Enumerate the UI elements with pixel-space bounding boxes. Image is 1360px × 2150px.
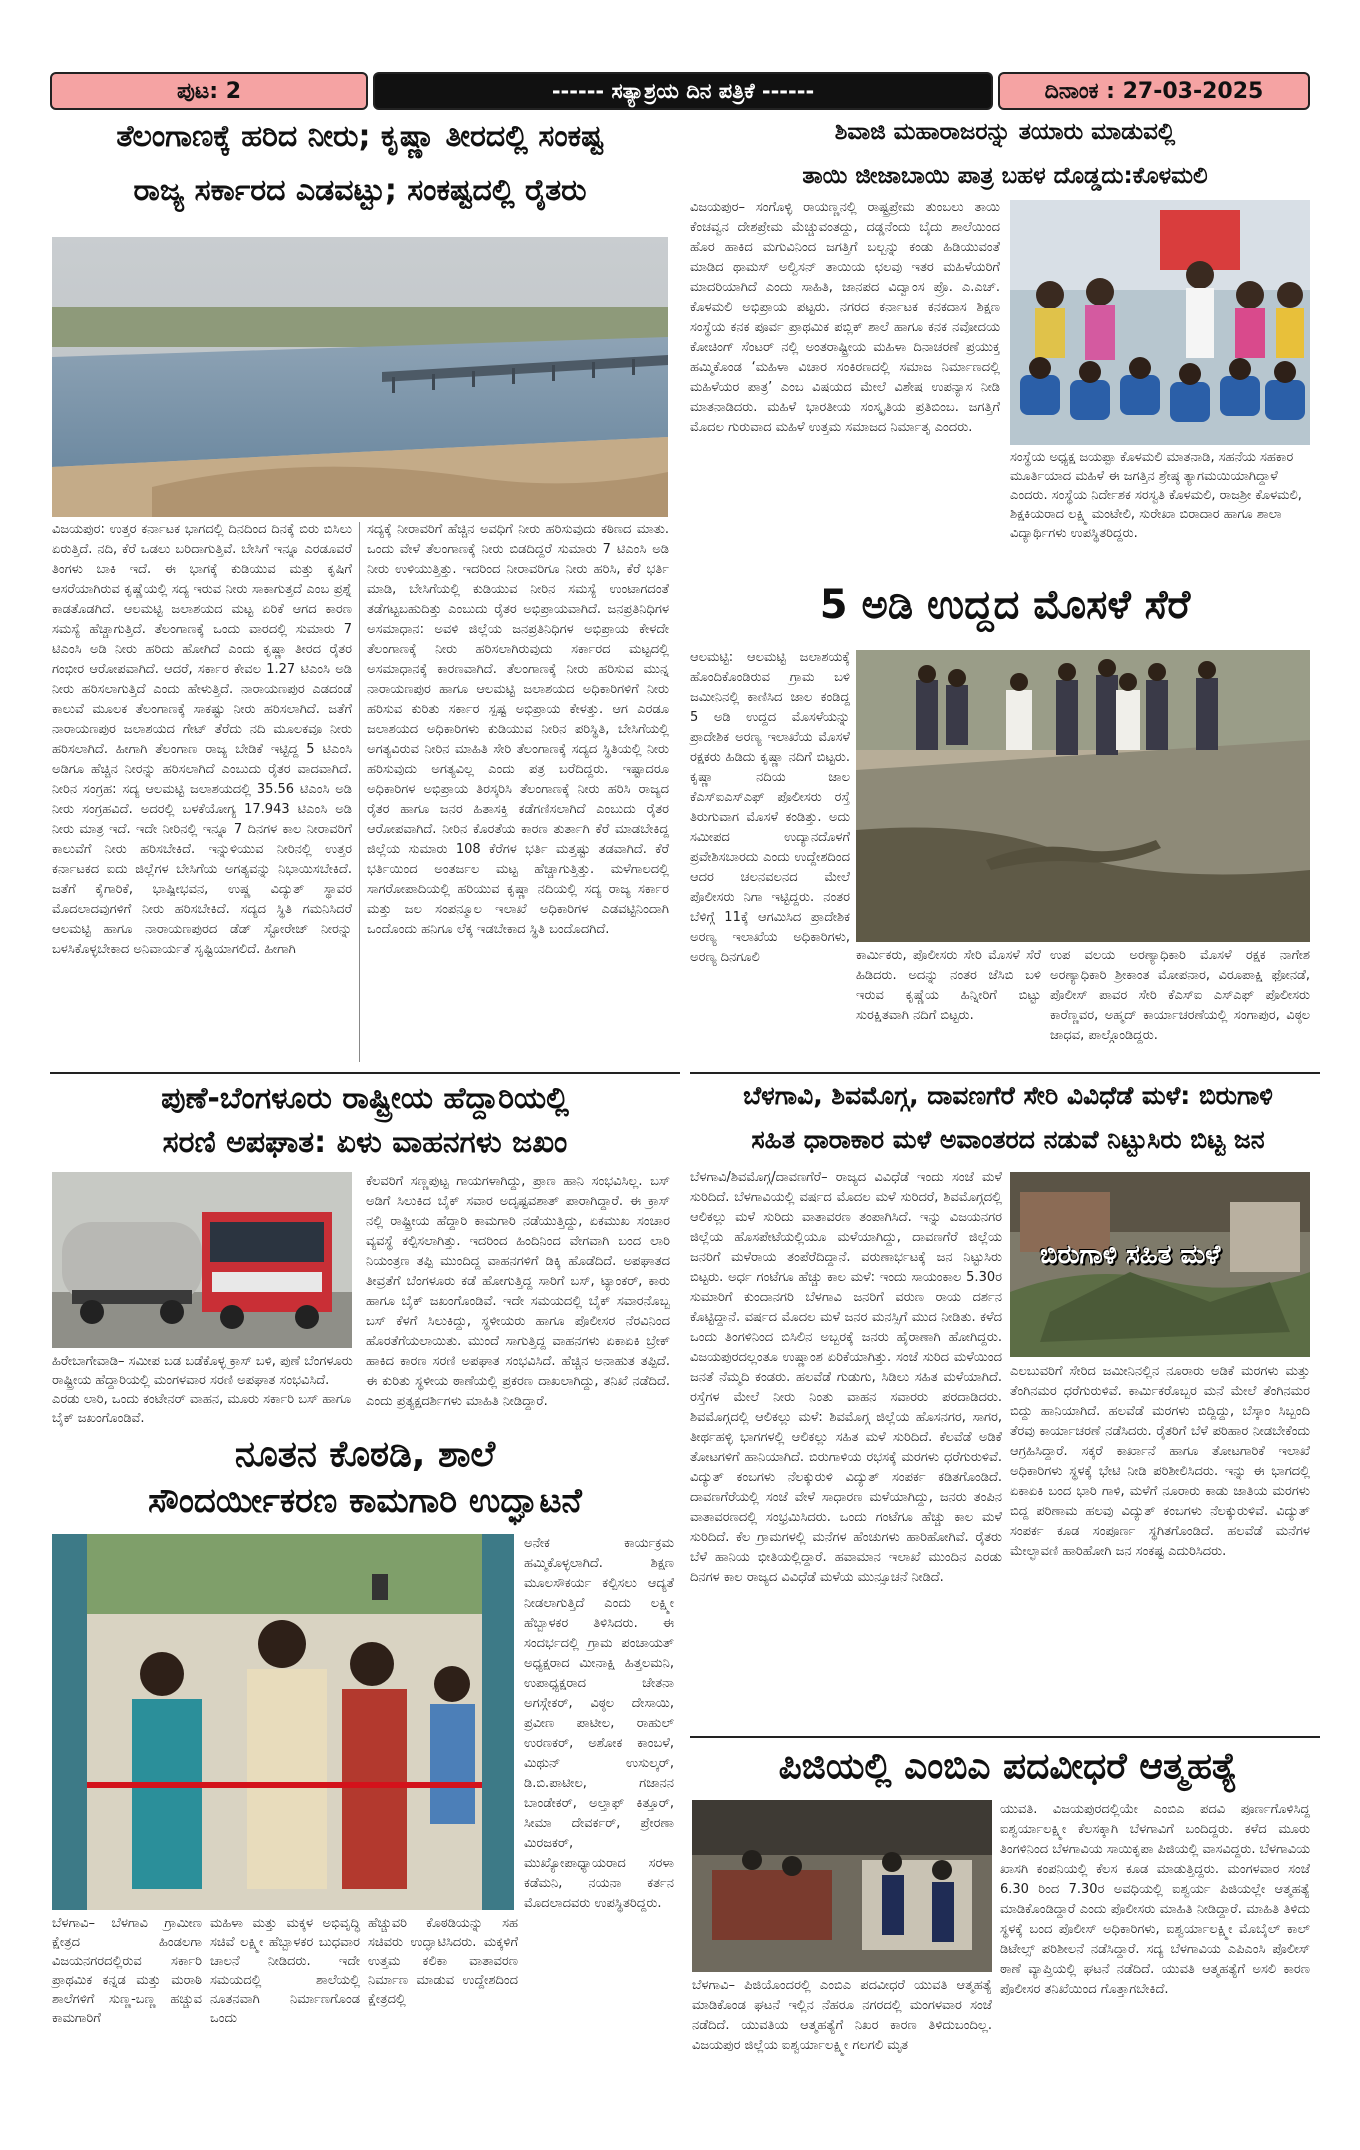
section-rule: [690, 1736, 1320, 1738]
story5-headline-line2: ಸಹಿತ ಧಾರಾಕಾರ ಮಳೆ ಅವಾಂತರದ ನಡುವೆ ನಿಟ್ಟುಸಿರು ಬಿಟ್ಟ ಜನ: [751, 1125, 1265, 1154]
story4-body: ಕೆಲವರಿಗೆ ಸಣ್ಣಪುಟ್ಟ ಗಾಯಗಳಾಗಿದ್ದು, ಪ್ರಾಣ ಹಾನಿ ಸಂಭವಿಸಿಲ್ಲ. ಬಸ್ ಅಡಿಗೆ ಸಿಲುಕಿದ ಬೈಕ್ ಸವಾರ ಅದೃಷ್ಟವಶಾತ್ ಪಾರಾಗಿದ್ದಾರೆ. ಈ ಕ್ರಾಸ್ ನಲ್ಲಿ ರಾಷ್ಟ್ರೀಯ ಹೆದ್ದಾರಿ ಕಾಮಗಾರಿ ನಡೆಯುತ್ತಿದ್ದು, ಏಕಮುಖ ಸಂಚಾರ ವ್ಯವಸ್ಥೆ ಕಲ್ಪಿಸಲಾಗಿತ್ತು. ಇದರಿಂದ ಹಿಂದಿನಿಂದ ವೇಗವಾಗಿ ಬಂದ ಲಾರಿ ನಿಯಂತ್ರಣ ತಪ್ಪಿ ಮುಂದಿದ್ದ ವಾಹನಗಳಿಗೆ ಡಿಕ್ಕಿ ಹೊಡೆದಿದೆ. ಅಪಘಾತದ ತೀವ್ರತೆಗೆ ಬೆಂಗಳೂರು ಕಡೆ ಹೋಗುತ್ತಿದ್ದ ಸಾರಿಗೆ ಬಸ್, ಟ್ಯಾಂಕರ್, ಕಾರು ಹಾಗೂ ಬೈಕ್ ಜಖಂಗೊಂಡಿವೆ. ಇದೇ ಸಮಯದಲ್ಲಿ ಬೈಕ್ ಸವಾರನೊಬ್ಬ ಬಸ್ ಕೆಳಗೆ ಸಿಲುಕಿದ್ದು, ಸ್ಥಳೀಯರು ಹಾಗೂ ಪೊಲೀಸರ ನೆರವಿನಿಂದ ಹೊರತೆಗೆಯಲಾಯಿತು. ಮುಂದೆ ಸಾಗುತ್ತಿದ್ದ ವಾಹನಗಳು ಏಕಾಏಕಿ ಬ್ರೇಕ್ ಹಾಕಿದ ಕಾರಣ ಸರಣಿ ಅಪಘಾತ ಸಂಭವಿಸಿದೆ. ಹೆಚ್ಚಿನ ಅನಾಹುತ ತಪ್ಪಿದೆ. ಈ ಕುರಿತು ಸ್ಥಳೀಯ ಠಾಣೆಯಲ್ಲಿ ಪ್ರಕರಣ ದಾಖಲಾಗಿದ್ದು, ತನಿಖೆ ನಡೆದಿದೆ. ಎಂದು ಪ್ರತ್ಯಕ್ಷದರ್ಶಿಗಳು ಮಾಹಿತಿ ನೀಡಿದ್ದಾರೆ.: [366, 1174, 670, 1409]
story7-scene-photo: [692, 1800, 992, 1972]
story6-headline-line2: ಸೌಂದರ್ಯೀಕರಣ ಕಾಮಗಾರಿ ಉದ್ಘಾಟನೆ: [148, 1481, 582, 1521]
story7-headline: ಪಿಜಿಯಲ್ಲಿ ಎಂಬಿಎ ಪದವೀಧರೆ ಆತ್ಮಹತ್ಯೆ: [778, 1746, 1238, 1787]
story3-caption-left: ಕಾರ್ಮಿಕರು, ಪೊಲೀಸರು ಸೇರಿ ಮೊಸಳೆ ಸೆರೆ ಹಿಡಿದರು. ಅದನ್ನು ನಂತರ ಜೆಸಿಬಿ ಬಳಿ ಇರುವ ಕೃಷ್ಣೆಯ ಹಿನ್ನೀರಿಗೆ ಬಿಟ್ಟು ಸುರಕ್ಷಿತವಾಗಿ ನದಿಗೆ ಬಿಟ್ಟರು.: [856, 948, 1041, 1023]
story6-caption-col3: ಹೆಚ್ಚುವರಿ ಕೊಠಡಿಯನ್ನು ಸಹ ಸಚಿವರು ಉದ್ಘಾಟಿಸಿದರು. ಮಕ್ಕಳಿಗೆ ಉತ್ತಮ ಕಲಿಕಾ ವಾತಾವರಣ ನಿರ್ಮಾಣ ಮಾಡುವ ಉದ್ದೇಶದಿಂದ ಕ್ಷೇತ್ರದಲ್ಲಿ: [368, 1916, 518, 2007]
story3-caption-right: ಉಪ ವಲಯ ಅರಣ್ಯಾಧಿಕಾರಿ ಮೊಸಳೆ ರಕ್ಷಕ ನಾಗೇಶ ಅರಣ್ಯಾಧಿಕಾರಿ ಶ್ರೀಕಾಂತ ಮೋಪನಾರ, ವಿರೂಪಾಕ್ಷಿ ಫೋನಡೆ, ಪೊಲೀಸ್ ಪಾವರ ಸೇರಿ ಕೆಎಸ್ಐ ಎಸ್ಎಫ್ ಪೊಲೀಸರು ಕಾರೆಣ್ಣವರ, ಅಹ್ಮದ್ ಕಾರ್ಯಾಚರಣೆಯಲ್ಲಿ ಸಂಗಾಪುರ, ವಿಠ್ಠಲ ಜಾಧವ, ಪಾಲ್ಗೊಂಡಿದ್ದರು.: [1050, 948, 1310, 1043]
story6-caption-col2: ಮಹಿಳಾ ಮತ್ತು ಮಕ್ಕಳ ಅಭಿವೃದ್ಧಿ ಸಚಿವೆ ಲಕ್ಷ್ಮೀ ಹೆಬ್ಬಾಳಕರ ಬುಧವಾರ ಚಾಲನೆ ನೀಡಿದರು. ಇದೇ ಸಮಯದಲ್ಲಿ ಶಾಲೆಯಲ್ಲಿ ನೂತನವಾಗಿ ನಿರ್ಮಾಣಗೊಂಡ ಒಂದು: [210, 1916, 360, 2026]
story4-accident-photo: [52, 1172, 352, 1348]
story5-photo-badge: ಬಿರುಗಾಳಿ ಸಹಿತ ಮಳೆ: [1040, 1240, 1221, 1270]
story1-headline-line1: ತೆಲಂಗಾಣಕ್ಕೆ ಹರಿದ ನೀರು; ಕೃಷ್ಣಾ ತೀರದಲ್ಲಿ ಸಂಕಷ್ಟ: [116, 119, 604, 154]
story1-river-photo: [52, 237, 668, 517]
story5-body-left: ಬೆಳಗಾವಿ/ಶಿವಮೊಗ್ಗ/ದಾವಣಗೆರೆ– ರಾಜ್ಯದ ವಿವಿಧೆಡೆ ಇಂದು ಸಂಜೆ ಮಳೆ ಸುರಿದಿದೆ. ಬೆಳಗಾವಿಯಲ್ಲಿ ವರ್ಷದ ಮೊದಲ ಮಳೆ ಸುರಿದರೆ, ಶಿವಮೊಗ್ಗದಲ್ಲಿ ಆಲಿಕಲ್ಲು ಮಳೆ ಸುರಿದು ವಾತಾವರಣ ತಂಪಾಗಿಸಿದೆ. ಇನ್ನು ವಿಜಯನಗರ ಜಿಲ್ಲೆಯ ಹೊಸಪೇಟೆಯಲ್ಲಿಯೂ ಮಳೆಯಾಗಿದ್ದು, ದಾವಣಗೆರೆ ಜಿಲ್ಲೆಯ ಜನರಿಗೆ ಮಳೆರಾಯ ತಂಪೆರೆದಿದ್ದಾನೆ. ವರುಣಾರ್ಭಟಕ್ಕೆ ಜನ ನಿಟ್ಟುಸಿರು ಬಿಟ್ಟರು. ಅರ್ಧ ಗಂಟೆಗೂ ಹೆಚ್ಚು ಕಾಲ ಮಳೆ: ಇಂದು ಸಾಯಂಕಾಲ 5.30ರ ಸುಮಾರಿಗೆ ಕುಂದಾನಗರಿ ಬೆಳಗಾವಿ ಜನರಿಗೆ ವರುಣ ರಾಯ ದರ್ಶನ ಕೊಟ್ಟಿದ್ದಾನೆ. ವರ್ಷದ ಮೊದಲ ಮಳೆ ಜನರ ಮನಸ್ಸಿಗೆ ಮುದ ನೀಡಿತು. ಕಳೆದ ಒಂದು ತಿಂಗಳಿನಿಂದ ಬಿಸಿಲಿನ ಅಬ್ಬರಕ್ಕೆ ಜನರು ಹೈರಾಣಾಗಿ ಹೋಗಿದ್ದರು. ವಿಜಯಪುರದಲ್ಲಂತೂ ಉಷ್ಣಾಂಶ ಏರಿಕೆಯಾಗಿತ್ತು. ಸಂಜೆ ಸುರಿದ ಮಳೆಯಿಂದ ಜನತೆ ನೆಮ್ಮದಿ ಕಂಡರು. ಹಲವೆಡೆ ಗುಡುಗು, ಸಿಡಿಲು ಸಹಿತ ಮಳೆಯಾಗಿದೆ. ರಸ್ತೆಗಳ ಮೇಲೆ ನೀರು ನಿಂತು ವಾಹನ ಸವಾರರು ಪರದಾಡಿದರು. ಶಿವಮೊಗ್ಗದಲ್ಲಿ ಆಲಿಕಲ್ಲು ಮಳೆ: ಶಿವಮೊಗ್ಗ ಜಿಲ್ಲೆಯ ಹೊಸನಗರ, ಸಾಗರ, ತೀರ್ಥಹಳ್ಳಿ ಭಾಗಗಳಲ್ಲಿ ಆಲಿಕಲ್ಲು ಸಹಿತ ಮಳೆ ಸುರಿದಿದೆ. ಕೆಲವೆಡೆ ಅಡಿಕೆ ತೋಟಗಳಿಗೆ ಹಾನಿಯಾಗಿದೆ. ಬಿರುಗಾಳಿಯ ರಭಸಕ್ಕೆ ಮರಗಳು ಧರೆಗುರುಳಿವೆ. ವಿದ್ಯುತ್ ಕಂಬಗಳು ನೆಲಕ್ಕುರುಳಿ ವಿದ್ಯುತ್ ಸಂಪರ್ಕ ಕಡಿತಗೊಂಡಿದೆ. ದಾವಣಗೆರೆಯಲ್ಲಿ ಸಂಜೆ ವೇಳೆ ಸಾಧಾರಣ ಮಳೆಯಾಗಿದ್ದು, ಜನರು ತಂಪಿನ ವಾತಾವರಣದಲ್ಲಿ ಸಂಭ್ರಮಿಸಿದರು. ಒಂದು ಗಂಟೆಗೂ ಹೆಚ್ಚು ಕಾಲ ಮಳೆ ಸುರಿದಿದೆ. ಕೆಲ ಗ್ರಾಮಗಳಲ್ಲಿ ಮನೆಗಳ ಹೆಂಚುಗಳು ಹಾರಿಹೋಗಿವೆ. ರೈತರು ಬೆಳೆ ಹಾನಿಯ ಭೀತಿಯಲ್ಲಿದ್ದಾರೆ. ಹವಾಮಾನ ಇಲಾಖೆ ಮುಂದಿನ ಎರಡು ದಿನಗಳ ಕಾಲ ರಾಜ್ಯದ ವಿವಿಧೆಡೆ ಮಳೆಯ ಮುನ್ಸೂಚನೆ ನೀಡಿದೆ.: [690, 1170, 1002, 1585]
story6-body-right: ಅನೇಕ ಕಾರ್ಯಕ್ರಮ ಹಮ್ಮಿಕೊಳ್ಳಲಾಗಿದೆ. ಶಿಕ್ಷಣ ಮೂಲಸೌಕರ್ಯ ಕಲ್ಪಿಸಲು ಆದ್ಯತೆ ನೀಡಲಾಗುತ್ತಿದೆ ಎಂದು ಲಕ್ಷ್ಮೀ ಹೆಬ್ಬಾಳಕರ ತಿಳಿಸಿದರು. ಈ ಸಂದರ್ಭದಲ್ಲಿ ಗ್ರಾಮ ಪಂಚಾಯತ್ ಅಧ್ಯಕ್ಷರಾದ ಮೀನಾಕ್ಷಿ ಹಿತ್ತಲಮನಿ, ಉಪಾಧ್ಯಕ್ಷರಾದ ಚೇತನಾ ಅಗಸ್ಗೇಕರ್, ವಿಠ್ಠಲ ದೇಸಾಯಿ, ಪ್ರವೀಣ ಪಾಟೀಲ, ರಾಹುಲ್ ಉರಣಕರ್, ಅಶೋಕ ಕಾಂಬಳೆ, ಮಿಥುನ್ ಉಸುಲ್ಕರ್, ಡಿ.ಬಿ.ಪಾಟೀಲ, ಗಜಾನನ ಬಾಂಡೇಕರ್, ಅಲ್ತಾಫ್ ಕಿತ್ತೂರ್, ಸೀಮಾ ದೇವರ್ಕರ್, ಪ್ರೇರಣಾ ಮಿರಜಕರ್, ಮುಖ್ಯೋಪಾಧ್ಯಾಯರಾದ ಸರಳಾ ಕಡೆಮನಿ, ನಯನಾ ಕರ್ತನ ಮೊದಲಾದವರು ಉಪಸ್ಥಿತರಿದ್ದರು.: [524, 1536, 674, 1911]
story6-inauguration-photo: [52, 1534, 514, 1910]
story6-caption-col1: ಬೆಳಗಾವಿ– ಬೆಳಗಾವಿ ಗ್ರಾಮೀಣ ಕ್ಷೇತ್ರದ ಹಿಂಡಲಗಾ ವಿಜಯನಗರದಲ್ಲಿರುವ ಸರ್ಕಾರಿ ಪ್ರಾಥಮಿಕ ಕನ್ನಡ ಮತ್ತು ಮರಾಠಿ ಶಾಲೆಗಳಿಗೆ ಸುಣ್ಣ-ಬಣ್ಣ ಹಚ್ಚುವ ಕಾಮಗಾರಿಗೆ: [52, 1916, 202, 2026]
story4-headline-line1: ಪುಣೆ-ಬೆಂಗಳೂರು ರಾಷ್ಟ್ರೀಯ ಹೆದ್ದಾರಿಯಲ್ಲಿ: [161, 1081, 569, 1116]
story6-headline-line1: ನೂತನ ಕೊಠಡಿ, ಶಾಲೆ: [234, 1434, 496, 1475]
page-number-badge: ಪುಟ: 2: [50, 72, 368, 110]
story2-caption: ಸಂಸ್ಥೆಯ ಅಧ್ಯಕ್ಷ ಜಯಪ್ಪಾ ಕೊಳಮಲಿ ಮಾತನಾಡಿ, ಸಹನೆಯ ಸಹಕಾರ ಮೂರ್ತಿಯಾದ ಮಹಿಳೆ ಈ ಜಗತ್ತಿನ ಶ್ರೇಷ್ಠ ತ್ಯಾಗಮಯಿಯಾಗಿದ್ದಾಳೆ ಎಂದರು. ಸಂಸ್ಥೆಯ ನಿರ್ದೇಶಕ ಸರಸ್ವತಿ ಕೊಳಮಲಿ, ರಾಜಶ್ರೀ ಕೊಳಮಲಿ, ಶಿಕ್ಷಕಿಯರಾದ ಲಕ್ಷ್ಮಿ ಮಂಟೇಲಿ, ಸುರೇಖಾ ಬಿರಾದಾರ ಹಾಗೂ ಶಾಲಾ ವಿದ್ಯಾರ್ಥಿಗಳು ಉಪಸ್ಥಿತರಿದ್ದರು.: [1010, 450, 1302, 541]
story2-body: ವಿಜಯಪುರ– ಸಂಗೊಳ್ಳಿ ರಾಯಣ್ಣನಲ್ಲಿ ರಾಷ್ಟ್ರಪ್ರೇಮ ತುಂಬಲು ತಾಯಿ ಕೆಂಚವ್ವನ ದೇಶಪ್ರೇಮ ಮೆಚ್ಚುವಂತದ್ದು, ದಡ್ಡನೆಂದು ಬೈದು ಶಾಲೆಯಿಂದ ಹೊರ ಹಾಕಿದ ಮಗುವಿನಿಂದ ಜಗತ್ತಿಗೆ ಬಲ್ಬನ್ನು ಕಂಡು ಹಿಡಿಯುವಂತೆ ಮಾಡಿದ ಥಾಮಸ್ ಅಲ್ವಿಸನ್ ತಾಯಿಯ ಛಲವು ಇತರ ಮಹಿಳೆಯರಿಗೆ ಮಾದರಿಯಾಗಿದೆ ಎಂದು ಸಾಹಿತಿ, ಜಾನಪದ ವಿದ್ವಾಂಸ ಪ್ರೊ. ಎ.ಎಚ್. ಕೊಳಮಲಿ ಅಭಿಪ್ರಾಯ ಪಟ್ಟರು. ನಗರದ ಕರ್ನಾಟಕ ಕನಕದಾಸ ಶಿಕ್ಷಣ ಸಂಸ್ಥೆಯ ಕನಕ ಪೂರ್ವ ಪ್ರಾಥಮಿಕ ಪಬ್ಲಿಕ್ ಶಾಲೆ ಹಾಗೂ ಕನಕ ನವೋದಯ ಕೋಚಿಂಗ್ ಸೆಂಟರ್ ನಲ್ಲಿ ಅಂತರಾಷ್ಟ್ರೀಯ ಮಹಿಳಾ ದಿನಾಚರಣೆ ಪ್ರಯುಕ್ತ ಹಮ್ಮಿಕೊಂಡ ‘ಮಹಿಳಾ ವಿಚಾರ ಸಂಕಿರಣದಲ್ಲಿ ಸಮಾಜ ನಿರ್ಮಾಣದಲ್ಲಿ ಮಹಿಳೆಯರ ಪಾತ್ರ’ ಎಂಬ ವಿಷಯದ ಮೇಲೆ ವಿಶೇಷ ಉಪನ್ಯಾಸ ನೀಡಿ ಮಾತನಾಡಿದರು. ಮಹಿಳೆ ಭಾರತೀಯ ಸಂಸ್ಕೃತಿಯ ಪ್ರತಿಬಿಂಬ. ಜಗತ್ತಿಗೆ ಮೊದಲ ಗುರುವಾದ ಮಹಿಳೆ ಉತ್ತಮ ಸಮಾಜದ ನಿರ್ಮಾತೃ ಎಂದರು.: [690, 200, 1000, 435]
story3-headline: 5 ಅಡಿ ಉದ್ದದ ಮೊಸಳೆ ಸೆರೆ: [819, 582, 1191, 628]
story5-headline-line1: ಬೆಳಗಾವಿ, ಶಿವಮೊಗ್ಗ, ದಾವಣಗೆರೆ ಸೇರಿ ವಿವಿಧೆಡೆ ಮಳೆ: ಬಿರುಗಾಳಿ: [743, 1081, 1273, 1110]
story5-body-right: ಎಲಬುವರಿಗೆ ಸೇರಿದ ಜಮೀನಿನಲ್ಲಿನ ನೂರಾರು ಅಡಿಕೆ ಮರಗಳು ಮತ್ತು ತೆಂಗಿನಮರ ಧರೆಗುರುಳಿವೆ. ಕಾರ್ಮಿಕರೊಬ್ಬರ ಮನೆ ಮೇಲೆ ತೆಂಗಿನಮರ ಬಿದ್ದು ಹಾನಿಯಾಗಿದೆ. ಹಲವೆಡೆ ಮರಗಳು ಬಿದ್ದಿದ್ದು, ಬೆಸ್ಕಾಂ ಸಿಬ್ಬಂದಿ ತೆರವು ಕಾರ್ಯಾಚರಣೆ ನಡೆಸಿದರು. ರೈತರಿಗೆ ಬೆಳೆ ಪರಿಹಾರ ನೀಡಬೇಕೆಂದು ಆಗ್ರಹಿಸಿದ್ದಾರೆ. ಸಕ್ಕರೆ ಕಾರ್ಖಾನೆ ಹಾಗೂ ತೋಟಗಾರಿಕೆ ಇಲಾಖೆ ಅಧಿಕಾರಿಗಳು ಸ್ಥಳಕ್ಕೆ ಭೇಟಿ ನೀಡಿ ಪರಿಶೀಲಿಸಿದರು. ಇನ್ನು ಈ ಭಾಗದಲ್ಲಿ ಏಕಾಏಕಿ ಬಂದ ಭಾರಿ ಗಾಳಿ, ಮಳೆಗೆ ನೂರಾರು ಕಾಡು ಜಾತಿಯ ಮರಗಳು ಬಿದ್ದ ಪರಿಣಾಮ ಹಲವು ವಿದ್ಯುತ್ ಕಂಬಗಳು ನೆಲಕ್ಕುರುಳಿವೆ. ವಿದ್ಯುತ್ ಸಂಪರ್ಕ ಕೂಡ ಸಂಪೂರ್ಣ ಸ್ಥಗಿತಗೊಂಡಿದೆ. ಹಲವೆಡೆ ಮನೆಗಳ ಮೇಲ್ಛಾವಣಿ ಹಾರಿಹೋಗಿ ಜನ ಸಂಕಷ್ಟ ಎದುರಿಸಿದರು.: [1010, 1364, 1310, 1559]
story1-body-col1: ವಿಜಯಪುರ: ಉತ್ತರ ಕರ್ನಾಟಕ ಭಾಗದಲ್ಲಿ ದಿನದಿಂದ ದಿನಕ್ಕೆ ಬಿರು ಬಿಸಿಲು ಏರುತ್ತಿದೆ. ನದಿ, ಕೆರೆ ಒಡಲು ಬರಿದಾಗುತ್ತಿವೆ. ಬೇಸಿಗೆ ಇನ್ನೂ ಎರಡೂವರೆ ತಿಂಗಳು ಬಾಕಿ ಇದೆ. ಈ ಭಾಗಕ್ಕೆ ಕುಡಿಯುವ ಮತ್ತು ಕೃಷಿಗೆ ಆಸರೆಯಾಗಿರುವ ಕೃಷ್ಣೆಯಲ್ಲಿ ಸದ್ಯ ಇರುವ ನೀರು ಸಾಕಾಗುತ್ತದೆ ಎಂಬ ಪ್ರಶ್ನೆ ಕಾಡತೊಡಗಿದೆ. ಆಲಮಟ್ಟಿ ಜಲಾಶಯದ ಮಟ್ಟ ಏರಿಕೆ ಆಗದ ಕಾರಣ ಸಮಸ್ಯೆ ಹೆಚ್ಚಾಗುತ್ತಿದೆ. ತೆಲಂಗಾಣಕ್ಕೆ ಒಂದು ವಾರದಲ್ಲಿ ಸುಮಾರು 7 ಟಿಎಂಸಿ ಅಡಿ ನೀರು ಹರಿದು ಹೋಗಿದೆ ಎಂದು ಕೃಷ್ಣಾ ತೀರದ ರೈತರ ಗಂಭೀರ ಆರೋಪವಾಗಿದೆ. ಆದರೆ, ಸರ್ಕಾರ ಕೇವಲ 1.27 ಟಿಎಂಸಿ ಅಡಿ ನೀರು ಹರಿಸಲಾಗುತ್ತಿದೆ ಎಂದು ಹೇಳುತ್ತಿದೆ. ನಾರಾಯಣಪುರ ಎಡದಂಡೆ ಕಾಲುವೆ ಮೂಲಕ ತೆಲಂಗಾಣಕ್ಕೆ ಸಾಕಷ್ಟು ನೀರು ಹರಿಸಲಾಗಿದೆ. ಜತೆಗೆ ನಾರಾಯಣಪುರ ಜಲಾಶಯದ ಗೇಟ್ ತೆರೆದು ನದಿ ಮೂಲಕವೂ ನೀರು ಹರಿಸಲಾಗಿದೆ. ಹೀಗಾಗಿ ತೆಲಂಗಾಣ ರಾಜ್ಯ ಬೇಡಿಕೆ ಇಟ್ಟಿದ್ದ 5 ಟಿಎಂಸಿ ಅಡಿಗೂ ಹೆಚ್ಚಿನ ನೀರನ್ನು ಹರಿಸಲಾಗಿದೆ ಎಂಬುದು ರೈತರ ವಾದವಾಗಿದೆ. ನೀರಿನ ಸಂಗ್ರಹ: ಸದ್ಯ ಆಲಮಟ್ಟಿ ಜಲಾಶಯದಲ್ಲಿ 35.56 ಟಿಎಂಸಿ ಅಡಿ ನೀರು ಸಂಗ್ರಹವಿದೆ. ಅದರಲ್ಲಿ ಬಳಕೆಯೋಗ್ಯ 17.943 ಟಿಎಂಸಿ ಅಡಿ ನೀರು ಮಾತ್ರ ಇದೆ. ಇದೇ ನೀರಿನಲ್ಲಿ ಇನ್ನೂ 7 ದಿನಗಳ ಕಾಲ ನೀರಾವರಿಗೆ ಕಾಲುವೆಗೆ ನೀರು ಹರಿಸಬೇಕಿದೆ. ಇನ್ನುಳಿಯುವ ನೀರಿನಲ್ಲಿ ಉತ್ತರ ಕರ್ನಾಟಕದ ಐದು ಜಿಲ್ಲೆಗಳ ಬೇಸಿಗೆಯ ಅಗತ್ಯವನ್ನು ನಿಭಾಯಿಸಬೇಕಿದೆ. ಜತೆಗೆ ಕೈಗಾರಿಕೆ, ಭಾಷ್ಪೀಭವನ, ಉಷ್ಣ ವಿದ್ಯುತ್ ಸ್ಥಾವರ ಮೊದಲಾದವುಗಳಿಗೆ ನೀರು ಹರಿಸಬೇಕಿದೆ. ಸದ್ಯದ ಸ್ಥಿತಿ ಗಮನಿಸಿದರೆ ಆಲಮಟ್ಟಿ ಹಾಗೂ ನಾರಾಯಣಪುರದ ಡೆಡ್ ಸ್ಟೋರೇಜ್ ನೀರನ್ನು ಬಳಸಿಕೊಳ್ಳಬೇಕಾದ ಅನಿವಾರ್ಯತೆ ಸೃಷ್ಟಿಯಾಗಲಿದೆ. ಹೀಗಾಗಿ: [52, 522, 352, 957]
story3-body: ಆಲಮಟ್ಟಿ: ಆಲಮಟ್ಟಿ ಜಲಾಶಯಕ್ಕೆ ಹೊಂದಿಕೊಂಡಿರುವ ಗ್ರಾಮ ಬಳಿ ಜಮೀನಿನಲ್ಲಿ ಕಾಣಿಸಿದ ಜಾಲ ಕಂಡಿದ್ದ 5 ಅಡಿ ಉದ್ದದ ಮೊಸಳೆಯನ್ನು ಪ್ರಾದೇಶಿಕ ಅರಣ್ಯ ಇಲಾಖೆಯ ಮೊಸಳೆ ರಕ್ಷಕರು ಹಿಡಿದು ಕೃಷ್ಣಾ ನದಿಗೆ ಬಿಟ್ಟರು. ಕೃಷ್ಣಾ ನದಿಯ ಜಾಲ ಕೆಎಸ್ಐಎಸ್ಎಫ್ ಪೊಲೀಸರು ರಸ್ತೆ ತಿರುಗುವಾಗ ಮೊಸಳೆ ಕಂಡಿತ್ತು. ಅದು ಸಮೀಪದ ಉದ್ಯಾನದೊಳಗೆ ಪ್ರವೇಶಿಸಬಾರದು ಎಂದು ಉದ್ದೇಶದಿಂದ ಆದರ ಚಲನವಲನದ ಮೇಲೆ ಪೊಲೀಸರು ನಿಗಾ ಇಟ್ಟಿದ್ದರು. ನಂತರ ಬೆಳಿಗ್ಗೆ 11ಕ್ಕೆ ಆಗಮಿಸಿದ ಪ್ರಾದೇಶಿಕ ಅರಣ್ಯ ಇಲಾಖೆಯ ಅಧಿಕಾರಿಗಳು, ಅರಣ್ಯ ದಿನಗೂಲಿ: [690, 650, 850, 965]
masthead-title: ------ ಸತ್ಯಾಶ್ರಯ ದಿನ ಪತ್ರಿಕೆ ------: [373, 72, 993, 110]
section-rule: [690, 1072, 1320, 1074]
story4-caption: ಹಿರೇಬಾಗೇವಾಡಿ– ಸಮೀಪ ಬಡ ಬಡೆಕೊಳ್ಳ ಕ್ರಾಸ್ ಬಳಿ, ಪುಣೆ ಬೆಂಗಳೂರು ರಾಷ್ಟ್ರೀಯ ಹೆದ್ದಾರಿಯಲ್ಲಿ ಮಂಗಳವಾರ ಸರಣಿ ಅಪಘಾತ ಸಂಭವಿಸಿದೆ. ಎರಡು ಲಾರಿ, ಒಂದು ಕಂಟೇನರ್ ವಾಹನ, ಮೂರು ಸರ್ಕಾರಿ ಬಸ್ ಹಾಗೂ ಬೈಕ್ ಜಖಂಗೊಂಡಿವೆ.: [52, 1354, 353, 1426]
story2-headline-line2: ತಾಯಿ ಜೀಜಾಬಾಯಿ ಪಾತ್ರ ಬಹಳ ದೊಡ್ಡದು:ಕೊಳಮಲಿ: [802, 163, 1208, 189]
story7-caption: ಬೆಳಗಾವಿ– ಪಿಜಿಯೊಂದರಲ್ಲಿ ಎಂಬಿಎ ಪದವೀಧರೆ ಯುವತಿ ಆತ್ಮಹತ್ಯೆ ಮಾಡಿಕೊಂಡ ಘಟನೆ ಇಲ್ಲಿನ ನೆಹರೂ ನಗರದಲ್ಲಿ ಮಂಗಳವಾರ ಸಂಜೆ ನಡೆದಿದೆ. ಯುವತಿಯ ಆತ್ಮಹತ್ಯೆಗೆ ನಿಖರ ಕಾರಣ ತಿಳಿದುಬಂದಿಲ್ಲ. ವಿಜಯಪುರ ಜಿಲ್ಲೆಯ ಐಶ್ವರ್ಯಾಲಕ್ಷ್ಮೀ ಗಲಗಲಿ ಮೃತ: [692, 1978, 992, 2053]
story3-crocodile-photo: [856, 650, 1310, 942]
story2-event-photo: [1010, 200, 1310, 445]
story1-headline-line2: ರಾಜ್ಯ ಸರ್ಕಾರದ ಎಡವಟ್ಟು; ಸಂಕಷ್ಟದಲ್ಲಿ ರೈತರು: [133, 173, 587, 208]
date-badge: ದಿನಾಂಕ : 27-03-2025: [998, 72, 1310, 110]
story4-headline-line2: ಸರಣಿ ಅಪಘಾತ: ಏಳು ವಾಹನಗಳು ಜಖಂ: [162, 1125, 568, 1160]
section-rule: [50, 1072, 680, 1074]
story1-body-col2: ಸದ್ಯಕ್ಕೆ ನೀರಾವರಿಗೆ ಹೆಚ್ಚಿನ ಅವಧಿಗೆ ನೀರು ಹರಿಸುವುದು ಕಠಿಣದ ಮಾತು. ಒಂದು ವೇಳೆ ತೆಲಂಗಾಣಕ್ಕೆ ನೀರು ಬಿಡದಿದ್ದರೆ ಸುಮಾರು 7 ಟಿಎಂಸಿ ಅಡಿ ನೀರು ಉಳಿಯುತ್ತಿತ್ತು. ಇದರಿಂದ ನೀರಾವರಿಗೂ ನೀರು ಹರಿಸಿ, ಕೆರೆ ಭರ್ತಿ ಮಾಡಿ, ಬೇಸಿಗೆಯಲ್ಲಿ ಕುಡಿಯುವ ನೀರಿನ ಸಮಸ್ಯೆ ಉಂಟಾಗದಂತೆ ತಡೆಗಟ್ಟಬಹುದಿತ್ತು ಎಂಬುದು ರೈತರ ಅಭಿಪ್ರಾಯವಾಗಿದೆ. ಜನಪ್ರತಿನಿಧಿಗಳ ಅಸಮಾಧಾನ: ಅವಳಿ ಜಿಲ್ಲೆಯ ಜನಪ್ರತಿನಿಧಿಗಳ ಅಭಿಪ್ರಾಯ ಕೇಳದೇ ತೆಲಂಗಾಣಕ್ಕೆ ನೀರು ಹರಿಸಲಾಗಿರುವುದು ಸರ್ಕಾರದ ಮಟ್ಟದಲ್ಲಿ ಅಸಮಾಧಾನಕ್ಕೆ ಕಾರಣವಾಗಿದೆ. ತೆಲಂಗಾಣಕ್ಕೆ ನೀರು ಹರಿಸುವ ಮುನ್ನ ನಾರಾಯಣಪುರ ಹಾಗೂ ಆಲಮಟ್ಟಿ ಜಲಾಶಯದ ಅಧಿಕಾರಿಗಳಿಗೆ ನೀರು ಹರಿಸುವ ಕುರಿತು ಸರ್ಕಾರ ಸ್ಪಷ್ಟ ಅಭಿಪ್ರಾಯ ಕೇಳತ್ತು. ಆಗ ಎರಡೂ ಜಲಾಶಯದ ಅಧಿಕಾರಿಗಳು ಕುಡಿಯುವ ನೀರಿನ ಪರಿಸ್ಥಿತಿ, ಬೇಸಿಗೆಯಲ್ಲಿ ಅಗತ್ಯವಿರುವ ನೀರಿನ ಮಾಹಿತಿ ಸೇರಿ ತೆಲಂಗಾಣಕ್ಕೆ ಸದ್ಯದ ಸ್ಥಿತಿಯಲ್ಲಿ ನೀರು ಹರಿಸುವುದು ಅಗತ್ಯವಿಲ್ಲ ಎಂದು ಪತ್ರ ಬರೆದಿದ್ದರು. ಇಷ್ಟಾದರೂ ಅಧಿಕಾರಿಗಳ ಅಭಿಪ್ರಾಯ ತಿರಸ್ಕರಿಸಿ ತೆಲಂಗಾಣಕ್ಕೆ ನೀರು ಹರಿಸಿ ರಾಜ್ಯದ ರೈತರ ಹಾಗೂ ಜನರ ಹಿತಾಸಕ್ತಿ ಕಡೆಗಣಿಸಲಾಗಿದೆ ಎಂಬುದು ರೈತರ ಆರೋಪವಾಗಿದೆ. ನೀರಿನ ಕೊರತೆಯ ಕಾರಣ ತುರ್ತಾಗಿ ಕೆರೆ ಮಾಡಬೇಕಿದ್ದ ಜಿಲ್ಲೆಯ ಸುಮಾರು 108 ಕೆರೆಗಳ ಭರ್ತಿ ಮತ್ತಷ್ಟು ತಡವಾಗಿದೆ. ಕೆರೆ ಭರ್ತಿಯಿಂದ ಅಂತರ್ಜಲ ಮಟ್ಟ ಹೆಚ್ಚಾಗುತ್ತಿತ್ತು. ಮಳೆಗಾಲದಲ್ಲಿ ಸಾಗರೋಪಾದಿಯಲ್ಲಿ ಹರಿಯುವ ಕೃಷ್ಣಾ ನದಿಯಲ್ಲಿ ಸದ್ಯ ರಾಜ್ಯ ಸರ್ಕಾರ ಮತ್ತು ಜಲ ಸಂಪನ್ಮೂಲ ಇಲಾಖೆ ಅಧಿಕಾರಿಗಳ ಎಡವಟ್ಟಿನಿಂದಾಗಿ ಒಂದೊಂದು ಹನಿಗೂ ಲೆಕ್ಕ ಇಡಬೇಕಾದ ಸ್ಥಿತಿ ಬಂದೊದಗಿದೆ.: [367, 522, 669, 937]
story7-body-right: ಯುವತಿ. ವಿಜಯಪುರದಲ್ಲಿಯೇ ಎಂಬಿಎ ಪದವಿ ಪೂರ್ಣಗೊಳಿಸಿದ್ದ ಐಶ್ವರ್ಯಾಲಕ್ಷ್ಮೀ ಕೆಲಸಕ್ಕಾಗಿ ಬೆಳಗಾವಿಗೆ ಬಂದಿದ್ದರು. ಕಳೆದ ಮೂರು ತಿಂಗಳಿನಿಂದ ಬೆಳಗಾವಿಯ ಸಾಯಿಕೃಪಾ ಪಿಜಿಯಲ್ಲಿ ವಾಸವಿದ್ದರು. ಬೆಳಗಾವಿಯ ಖಾಸಗಿ ಕಂಪನಿಯಲ್ಲಿ ಕೆಲಸ ಕೂಡ ಮಾಡುತ್ತಿದ್ದರು. ಮಂಗಳವಾರ ಸಂಜೆ 6.30 ರಿಂದ 7.30ರ ಅವಧಿಯಲ್ಲಿ ಐಶ್ವರ್ಯ ಪಿಜಿಯಲ್ಲೇ ಆತ್ಮಹತ್ಯೆ ಮಾಡಿಕೊಂಡಿದ್ದಾರೆ ಎಂದು ಪೊಲೀಸರು ಮಾಹಿತಿ ನೀಡಿದ್ದಾರೆ. ಮಾಹಿತಿ ತಿಳಿದು ಸ್ಥಳಕ್ಕೆ ಬಂದ ಪೊಲೀಸ್ ಅಧಿಕಾರಿಗಳು, ಐಶ್ವರ್ಯಾಲಕ್ಷ್ಮೀ ಮೊಬೈಲ್ ಕಾಲ್ ಡಿಟೇಲ್ಸ್ ಪರಿಶೀಲನೆ ನಡೆಸಿದ್ದಾರೆ. ಸದ್ಯ ಬೆಳಗಾವಿಯ ಎಪಿಎಂಸಿ ಪೊಲೀಸ್ ಠಾಣೆ ವ್ಯಾಪ್ತಿಯಲ್ಲಿ ಘಟನೆ ನಡೆದಿದೆ. ಯುವತಿ ಆತ್ಮಹತ್ಯೆಗೆ ಅಸಲಿ ಕಾರಣ ಪೊಲೀಸರ ತನಿಖೆಯಿಂದ ಗೊತ್ತಾಗಬೇಕಿದೆ.: [1000, 1802, 1310, 1997]
story2-headline-line1: ಶಿವಾಜಿ ಮಹಾರಾಜರನ್ನು ತಯಾರು ಮಾಡುವಲ್ಲಿ: [834, 119, 1176, 145]
column-divider: [359, 522, 360, 1062]
